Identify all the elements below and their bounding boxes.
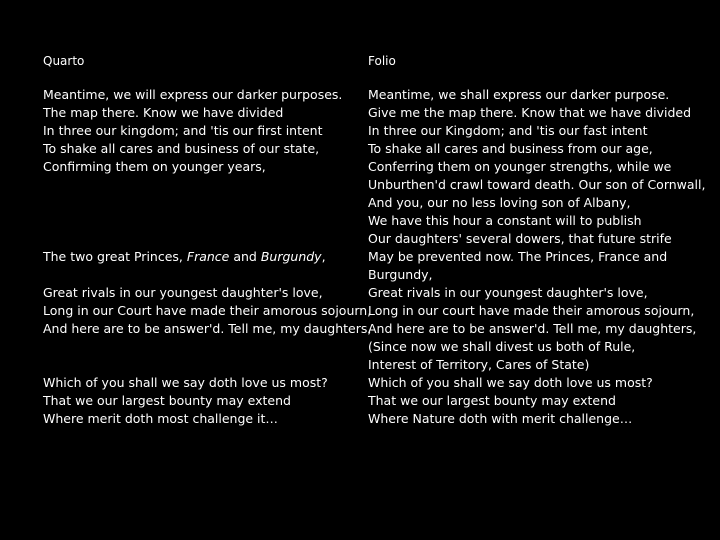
folio-line: Great rivals in our youngest daughter's love, — [368, 285, 648, 300]
quarto-line: To shake all cares and business of our state, — [43, 141, 320, 156]
folio-line: Our daughters' several dowers, that future strife — [368, 231, 672, 246]
folio-line: In three our Kingdom; and 'tis our fast intent — [368, 123, 648, 138]
folio-text — [368, 86, 708, 428]
folio-line: Unburthen'd crawl toward death. Our son of Cornwall, — [368, 177, 706, 192]
folio-line: To shake all cares and business from our age, — [368, 141, 653, 156]
folio-line: Conferring them on younger strengths, while we — [368, 159, 672, 174]
quarto-gap — [43, 356, 365, 374]
folio-line: We have this hour a constant will to publish — [368, 213, 642, 228]
folio-line: Give me the map there. Know that we have divided — [368, 105, 691, 120]
folio-line: Where Nature doth with merit challenge… — [368, 411, 633, 426]
quarto-gap — [43, 338, 365, 356]
quarto-line: Great rivals in our youngest daughter's love, — [43, 285, 323, 300]
quarto-line: Meantime, we will express our darker purposes. — [43, 87, 343, 102]
quarto-line: Long in our Court have made their amorous sojourn, — [43, 303, 372, 318]
quarto-line: The map there. Know we have divided — [43, 105, 284, 120]
folio-line: That we our largest bounty may extend — [368, 393, 616, 408]
quarto-line: And here are to be answer'd. Tell me, my daughters, — [43, 321, 372, 336]
folio-line: Meantime, we shall express our darker purpose. — [368, 87, 670, 102]
quarto-line: In three our kingdom; and 'tis our first intent — [43, 123, 323, 138]
quarto-gap — [43, 176, 365, 194]
quarto-line: That we our largest bounty may extend — [43, 393, 291, 408]
quarto-text — [43, 86, 372, 428]
quarto-line: Confirming them on younger years, — [43, 159, 266, 174]
quarto-line: The two great Princes, France and Burgundy, — [43, 249, 326, 264]
folio-line: And here are to be answer'd. Tell me, my daughters, — [368, 321, 697, 336]
folio-heading: Folio — [368, 54, 396, 68]
folio-line: And you, our no less loving son of Albany, — [368, 195, 631, 210]
folio-line: May be prevented now. The Princes, France and — [368, 249, 668, 264]
quarto-gap — [43, 194, 365, 212]
folio-line: Which of you shall we say doth love us most? — [368, 375, 653, 390]
folio-line: Interest of Territory, Cares of State) — [368, 357, 590, 372]
quarto-heading: Quarto — [43, 54, 85, 68]
folio-line: (Since now we shall divest us both of Rule, — [368, 339, 636, 354]
quarto-line: Where merit doth most challenge it… — [43, 411, 278, 426]
folio-line: Long in our court have made their amorous sojourn, — [368, 303, 695, 318]
quarto-gap — [43, 230, 365, 248]
quarto-line: Which of you shall we say doth love us most? — [43, 375, 328, 390]
quarto-gap — [43, 212, 365, 230]
folio-line: Burgundy, — [368, 267, 433, 282]
quarto-gap — [43, 266, 365, 284]
